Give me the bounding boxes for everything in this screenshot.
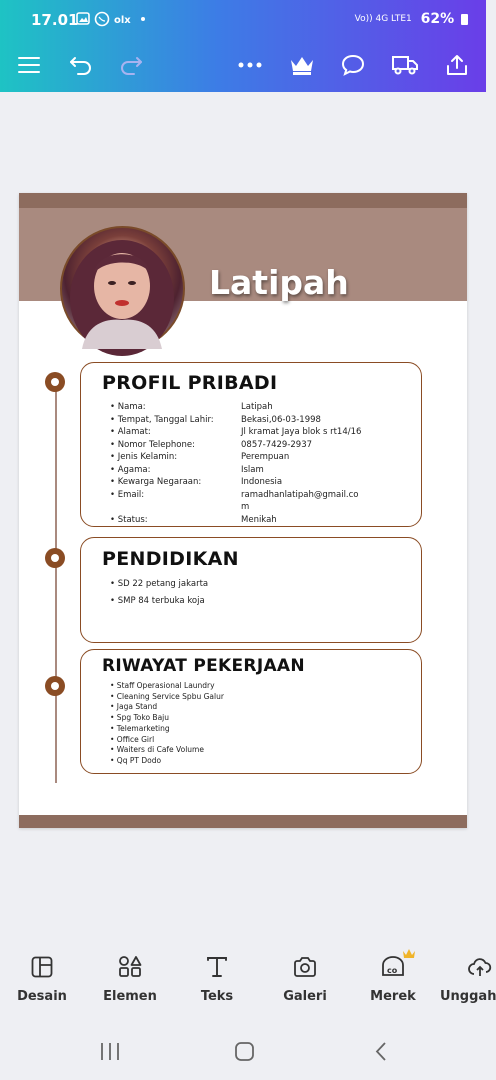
crown-icon-svg xyxy=(289,54,315,76)
header-band-top xyxy=(19,193,467,208)
profil-value: Islam xyxy=(241,464,264,475)
nav-desain[interactable] xyxy=(7,945,77,1004)
section-title-profil: PROFIL PRIBADI xyxy=(102,372,278,394)
nav-merek[interactable] xyxy=(358,945,428,1004)
undo-icon-svg xyxy=(69,55,93,75)
nav-label: Elemen xyxy=(103,989,157,1004)
svg-text:olx: olx xyxy=(114,15,131,26)
riwayat-item: • Cleaning Service Spbu Galur xyxy=(110,691,224,701)
system-nav-bar xyxy=(0,1032,486,1072)
back-icon[interactable] xyxy=(377,1043,385,1060)
profil-label: • Tempat, Tanggal Lahir: xyxy=(110,414,214,425)
profil-value: m xyxy=(241,502,250,512)
camera-icon-svg xyxy=(293,956,317,978)
profil-label: • Nomor Telephone: xyxy=(110,439,195,450)
riwayat-list xyxy=(110,681,224,767)
elements-icon-svg xyxy=(117,955,143,979)
crown-icon[interactable] xyxy=(287,50,317,80)
svg-text:co: co xyxy=(387,966,398,975)
battery-icon xyxy=(461,14,468,25)
truck-icon-svg xyxy=(391,55,419,75)
menu-icon[interactable] xyxy=(14,50,44,80)
profil-label: • Alamat: xyxy=(110,427,151,437)
bottom-editor-nav xyxy=(0,945,496,1015)
nav-teks[interactable] xyxy=(182,945,252,1004)
profil-value: Perempuan xyxy=(241,452,290,462)
nav-elemen[interactable] xyxy=(95,945,165,1004)
profil-value: Bekasi,06-03-1998 xyxy=(241,414,321,425)
profil-label: • Email: xyxy=(110,489,145,500)
status-right xyxy=(355,11,468,27)
profil-value: Menikah xyxy=(241,514,277,525)
text-icon xyxy=(182,945,252,989)
riwayat-item: • Telemarketing xyxy=(110,723,170,733)
pendidikan-list xyxy=(110,579,208,613)
share-icon[interactable] xyxy=(442,50,472,80)
profile-photo-art xyxy=(62,228,183,349)
undo-icon[interactable] xyxy=(66,50,96,80)
network-label: Vo)) 4G LTE1 xyxy=(354,14,412,24)
profil-value: Latipah xyxy=(241,402,273,412)
redo-icon-svg xyxy=(119,55,143,75)
comment-icon-svg xyxy=(341,54,365,76)
status-bar xyxy=(0,8,486,36)
riwayat-item: • Qq PT Dodo xyxy=(110,755,162,765)
battery-label: 62% xyxy=(420,11,455,27)
timeline-dot-pendidikan xyxy=(45,548,65,568)
footer-band xyxy=(19,815,467,828)
section-pendidikan[interactable] xyxy=(80,537,422,643)
section-title-riwayat: RIWAYAT PEKERJAAN xyxy=(102,656,305,676)
riwayat-item: • Spg Toko Baju xyxy=(110,713,169,723)
profil-label: • Nama: xyxy=(110,402,146,412)
resume-name[interactable]: Latipah xyxy=(209,263,349,302)
pendidikan-item: • SMP 84 terbuka koja xyxy=(110,596,205,606)
premium-crown-icon xyxy=(402,948,416,960)
share-icon-svg xyxy=(445,53,469,77)
camera-icon xyxy=(270,945,340,989)
profil-value: ramadhanlatipah@gmail.co xyxy=(241,489,359,500)
upload-icon xyxy=(440,945,486,989)
riwayat-item: • Office Girl xyxy=(110,734,155,744)
notification-icons xyxy=(77,11,157,31)
top-app-bar xyxy=(0,0,486,92)
design-icon-svg xyxy=(30,955,54,979)
profil-label: • Jenis Kelamin: xyxy=(110,452,178,462)
timeline-line xyxy=(55,373,57,783)
text-icon-svg xyxy=(206,956,228,978)
riwayat-item: • Staff Operasional Laundry xyxy=(110,681,215,690)
profil-label: • Status: xyxy=(110,514,148,525)
section-title-pendidikan: PENDIDIKAN xyxy=(102,548,239,570)
recents-icon[interactable] xyxy=(102,1043,118,1060)
editor-toolbar xyxy=(0,50,486,80)
section-riwayat-pekerjaan[interactable] xyxy=(80,649,422,774)
timeline-dot-riwayat xyxy=(45,676,65,696)
more-icon[interactable] xyxy=(235,50,265,80)
section-profil-pribadi[interactable] xyxy=(80,362,422,527)
status-time: 17.01 xyxy=(31,11,79,29)
pendidikan-item: • SD 22 petang jakarta xyxy=(110,579,209,589)
profil-value: Jl kramat Jaya blok s rt14/16 xyxy=(241,427,362,437)
riwayat-item: • Waiters di Cafe Volume xyxy=(110,745,204,755)
profil-value: 0857-7429-2937 xyxy=(241,439,313,450)
brand-icon xyxy=(358,945,428,989)
comment-icon[interactable] xyxy=(338,50,368,80)
home-icon[interactable] xyxy=(236,1043,253,1060)
upload-icon-svg xyxy=(468,956,492,978)
timeline-dot-profil xyxy=(45,372,65,392)
design-canvas[interactable] xyxy=(19,193,467,828)
design-icon xyxy=(7,945,77,989)
riwayat-item: • Jaga Stand xyxy=(110,702,158,712)
nav-label: Desain xyxy=(17,989,67,1004)
menu-icon-svg xyxy=(18,56,40,74)
profil-label: • Agama: xyxy=(110,464,151,475)
redo-icon[interactable] xyxy=(116,50,146,80)
nav-label: Teks xyxy=(200,989,234,1004)
truck-icon[interactable] xyxy=(390,50,420,80)
nav-unggah[interactable] xyxy=(440,945,496,1004)
notification-icons-svg xyxy=(77,11,157,27)
elements-icon xyxy=(95,945,165,989)
profil-value: Indonesia xyxy=(241,477,283,487)
nav-label: Merek xyxy=(370,989,416,1004)
system-nav-svg xyxy=(0,1032,486,1072)
nav-galeri[interactable] xyxy=(270,945,340,1004)
nav-label: Galeri xyxy=(283,989,327,1004)
profil-label: • Kewarga Negaraan: xyxy=(110,477,202,487)
more-icon-svg xyxy=(238,62,262,68)
profile-photo[interactable] xyxy=(60,226,185,351)
nav-label: Unggah xyxy=(440,989,496,1004)
